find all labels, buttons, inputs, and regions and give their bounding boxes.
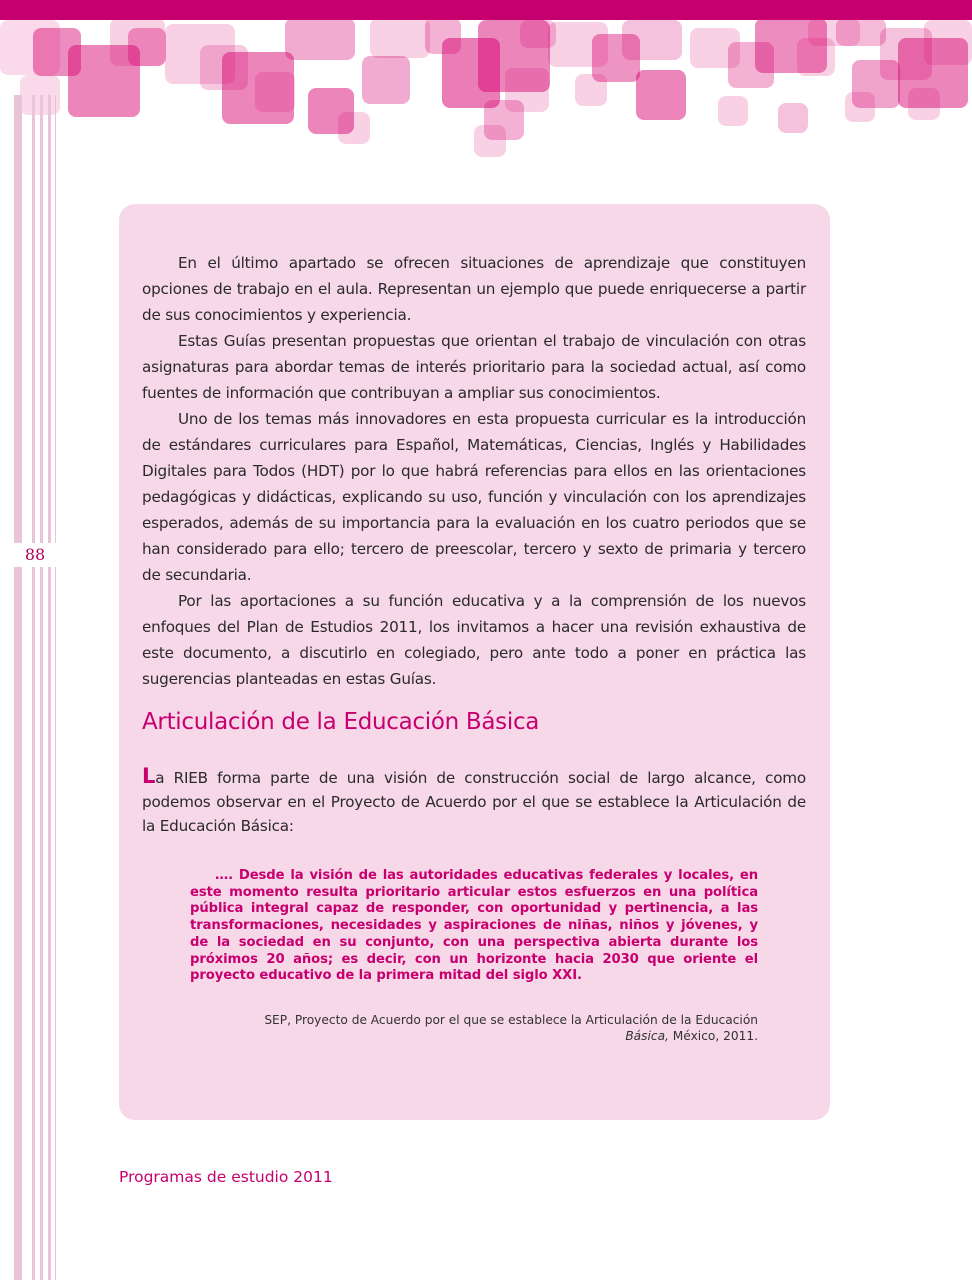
- decorative-square: [128, 28, 166, 66]
- decorative-square: [836, 18, 886, 46]
- drop-cap: L: [142, 764, 156, 788]
- margin-stripe: [55, 95, 56, 1280]
- decorative-square: [474, 125, 506, 157]
- intro-text: a RIEB forma parte de una visión de construcción social de largo alcance, como podemos observar en el Proyecto de Acuerdo por el que se establece la Articulación de la Educación Básica:: [142, 769, 806, 835]
- decorative-square: [362, 56, 410, 104]
- header-decoration: [0, 0, 972, 165]
- paragraph: Estas Guías presentan propuestas que orientan el trabajo de vinculación con otras asignaturas para abordar temas de interés prioritario para la sociedad actual, así como fuentes de información que contribuyan a ampliar sus conocimientos.: [142, 332, 806, 402]
- decorative-square: [636, 70, 686, 120]
- decorative-square: [845, 92, 875, 122]
- decorative-square: [338, 112, 370, 144]
- decorative-square: [778, 103, 808, 133]
- margin-stripe: [40, 95, 43, 1280]
- footer-title: Programas de estudio 2011: [119, 1168, 333, 1186]
- block-quote: …. Desde la visión de las autoridades educativas federales y locales, en este momento resulta prioritario articular estos esfuerzos en una política pública integral capaz de responder, con oportunidad y pertinencia, a las transformaciones, necesidades y aspiraciones de niñas, niños y jóvenes, y de la sociedad en su conjunto, con una perspectiva abierta durante los próximos 20 años; es decir, con un horizonte hacia 2030 que oriente el proyecto educativo de la primera mitad del siglo XXI.: [190, 868, 758, 984]
- decorative-square: [718, 96, 748, 126]
- decorative-square: [285, 18, 355, 60]
- paragraph: En el último apartado se ofrecen situaciones de aprendizaje que constituyen opciones de trabajo en el aula. Representan un ejemplo que puede enriquecerse a partir de sus conocimientos y experiencia.: [142, 254, 806, 324]
- section-intro: [142, 764, 806, 838]
- citation-line1: SEP, Proyecto de Acuerdo por el que se establece la Articulación de la Educación: [264, 1013, 758, 1027]
- citation-line2: México, 2011.: [668, 1029, 758, 1043]
- decorative-square: [370, 18, 430, 58]
- quote-citation: [190, 1012, 758, 1044]
- decorative-square: [908, 88, 940, 120]
- margin-stripes: [0, 0, 60, 1280]
- section-title: Articulación de la Educación Básica: [142, 709, 540, 735]
- paragraph: Uno de los temas más innovadores en esta propuesta curricular es la introducción de estándares curriculares para Español, Matemáticas, Ciencias, Inglés y Habilidades Digitales para Todos (HDT) por lo que habrá referencias para ellos en las orientaciones pedagógicas y didácticas, explicando su uso, función y vinculación con los aprendizajes esperados, además de su importancia para la evaluación en los cuatro periodos que se han considerado para ello; tercero de preescolar, tercero y sexto de primaria y tercero de secundaria.: [142, 410, 806, 584]
- paragraph: Por las aportaciones a su función educativa y a la comprensión de los nuevos enfoques del Plan de Estudios 2011, los invitamos a hacer una revisión exhaustiva de este documento, a discutirlo en colegiado, pero ante todo a poner en práctica las sugerencias planteadas en estas Guías.: [142, 592, 806, 688]
- page-number: 88: [14, 543, 56, 567]
- body-text: [142, 250, 806, 692]
- decorative-square: [924, 20, 972, 65]
- decorative-square: [255, 72, 295, 112]
- margin-stripe: [48, 95, 51, 1280]
- citation-italic: Básica,: [625, 1029, 669, 1043]
- decorative-square: [622, 20, 682, 60]
- margin-stripe: [14, 95, 22, 1280]
- margin-stripe: [32, 95, 35, 1280]
